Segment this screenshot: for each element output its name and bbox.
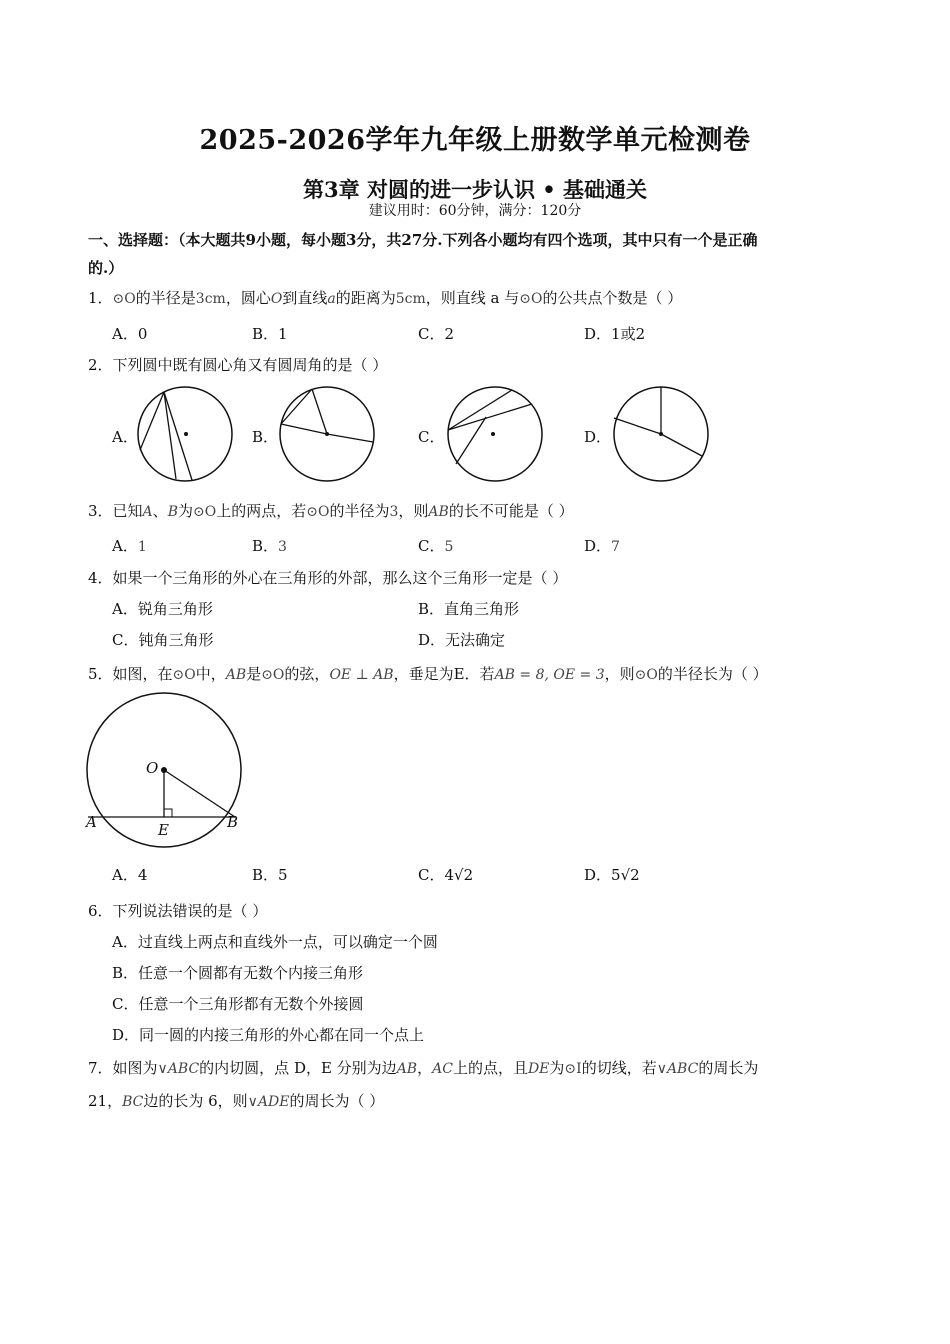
q1-sym4: a (327, 291, 336, 307)
q6-option-a[interactable]: A．过直线上两点和直线外一点，可以确定一个圆 (112, 933, 438, 951)
q7-text2: ， (417, 1059, 433, 1077)
q3-sym2: B (167, 504, 178, 520)
q5-text5: ，则 (604, 665, 635, 683)
q2-figure-b (276, 384, 378, 484)
exam-title: 2025-2026学年九年级上册数学单元检测卷 (199, 125, 751, 156)
q1-sym5: 5cm (395, 291, 426, 307)
q1-text5: ，则直线 a 与 (425, 289, 520, 307)
q2-option-b[interactable]: B． (252, 428, 279, 446)
q4-option-c[interactable]: C．钝角三角形 (112, 631, 214, 649)
q5-sym1: ⊙O (172, 667, 196, 683)
q1-number: 1． (88, 289, 113, 307)
q1-sym3: O (270, 291, 283, 307)
q2-figure-d (610, 384, 712, 484)
q3-sym1: A (142, 504, 153, 520)
q4-option-b[interactable]: B．直角三角形 (418, 600, 520, 618)
q5-text6: 的半径长为（ ） (657, 665, 768, 683)
q2-figure-c (444, 384, 546, 484)
q3-option-b[interactable] (252, 535, 287, 556)
q3-option-a-value: 1 (137, 539, 147, 555)
q3-option-c[interactable] (418, 535, 453, 556)
q3-option-b-label: B． (252, 537, 279, 555)
q6-option-d[interactable]: D．同一圆的内接三角形的外心都在同一个点上 (112, 1026, 425, 1044)
q5-sym3: ⊙O (261, 667, 285, 683)
q7-sym4: DE (527, 1061, 550, 1077)
q3-text2: 为 (177, 502, 193, 520)
q3-option-d-label: D． (584, 537, 612, 555)
q5-option-b[interactable]: B．5 (252, 866, 288, 884)
q7-sym2: AB (396, 1061, 418, 1077)
q7-l2-sym1: BC (122, 1094, 144, 1110)
q5-text1: 中， (195, 665, 226, 683)
q5-label-o: O (146, 759, 159, 777)
q1-option-c[interactable]: C．2 (418, 325, 455, 343)
q1-sym1: ⊙O (112, 291, 136, 307)
q1-sym6: ⊙O (519, 291, 543, 307)
q5-option-c[interactable]: C．4√2 (418, 866, 474, 884)
q1-text6: 的公共点个数是（ ） (542, 289, 683, 307)
q5-option-a[interactable]: A．4 (112, 866, 148, 884)
q3-option-d[interactable] (584, 535, 620, 556)
q5-label-e: E (158, 821, 169, 839)
q7-sym5: ⊙I (564, 1061, 582, 1077)
question-2-stem: 2．下列圆中既有圆心角又有圆周角的是（ ） (88, 356, 388, 374)
q5-label-b: B (227, 813, 239, 831)
q5-sym2: AB (225, 667, 247, 683)
q3-text0: 3．已知 (88, 502, 143, 520)
q2-figure-a (134, 384, 236, 484)
q3-option-c-label: C． (418, 537, 445, 555)
q3-sym4: ⊙O (306, 504, 330, 520)
q2-option-d[interactable]: D． (584, 428, 612, 446)
q3-text5: ，则 (398, 502, 429, 520)
q3-text6: 的长不可能是（ ） (448, 502, 574, 520)
q7-l2-sym2: ∨ADE (247, 1094, 290, 1110)
q3-text4: 的半径为 (329, 502, 390, 520)
q5-sym4: OE ⊥ AB (329, 667, 394, 683)
q7-text1: 的内切圆，点 D，E 分别为边 (199, 1059, 397, 1077)
q7-sym1: ∨ABC (157, 1061, 200, 1077)
q5-text4: ，垂足为E．若 (393, 665, 495, 683)
q3-text3: 上的两点，若 (216, 502, 307, 520)
q5-sym5: AB = 8, OE = 3 (494, 667, 605, 683)
q4-option-a[interactable]: A．锐角三角形 (112, 600, 213, 618)
question-5-stem (88, 663, 768, 684)
q7-text3: 上的点，且 (452, 1059, 528, 1077)
q5-sym6: ⊙O (634, 667, 658, 683)
q5-text0: 5．如图，在 (88, 665, 173, 683)
q2-option-a[interactable]: A． (112, 428, 138, 446)
q1-text1: 的半径是 (135, 289, 196, 307)
question-7-stem-line1 (88, 1057, 758, 1078)
q3-sym3: ⊙O (193, 504, 217, 520)
q3-option-a[interactable] (112, 535, 147, 556)
section-heading-line2: 的.） (88, 259, 124, 277)
q7-text5: 的切线，若 (581, 1059, 657, 1077)
q5-option-d[interactable]: D．5√2 (584, 866, 640, 884)
q7-text4: 为 (549, 1059, 565, 1077)
section-heading (88, 226, 868, 282)
q2-option-c[interactable]: C． (418, 428, 445, 446)
q5-label-a: A (86, 813, 97, 831)
question-6-stem: 6．下列说法错误的是（ ） (88, 902, 268, 920)
q5-figure (82, 692, 247, 842)
q1-option-a[interactable]: A．0 (112, 325, 148, 343)
q1-sym2: 3cm (195, 291, 226, 307)
q3-option-c-value: 5 (444, 539, 454, 555)
question-1-stem (88, 287, 682, 308)
q3-sym6: AB (428, 504, 449, 520)
q1-option-d[interactable]: D．1或2 (584, 325, 646, 343)
question-4-stem: 4．如果一个三角形的外心在三角形的外部，那么这个三角形一定是（ ） (88, 569, 568, 587)
chapter-title: 第3章 对圆的进一步认识 • 基础通关 (303, 177, 647, 202)
q1-text2: ，圆心 (225, 289, 271, 307)
q5-text3: 的弦， (284, 665, 330, 683)
q5-center-dot (161, 767, 167, 773)
q5-text2: 是 (246, 665, 262, 683)
q3-sym5: 3 (389, 504, 399, 520)
q7-l2-text-a: 21， (88, 1092, 123, 1110)
q7-l2-text-b: 边的长为 6，则 (143, 1092, 248, 1110)
q1-option-b[interactable]: B．1 (252, 325, 288, 343)
q7-sym6: ∨ABC (656, 1061, 699, 1077)
question-3-stem (88, 500, 574, 521)
q7-l2-text-c: 的周长为（ ） (289, 1092, 385, 1110)
q7-sym3: AC (432, 1061, 453, 1077)
q7-text6: 的周长为 (698, 1059, 759, 1077)
q5-right-angle-mark (164, 809, 172, 817)
q3-option-b-value: 3 (278, 539, 287, 555)
q3-option-d-value: 7 (611, 539, 620, 555)
q1-text3: 到直线 (282, 289, 328, 307)
q1-text4: 的距离为 (335, 289, 396, 307)
q4-option-d[interactable]: D．无法确定 (418, 631, 506, 649)
q7-text0: 7．如图为 (88, 1059, 158, 1077)
question-7-stem-line2 (88, 1090, 384, 1111)
q6-option-b[interactable]: B．任意一个圆都有无数个内接三角形 (112, 964, 364, 982)
q6-option-c[interactable]: C．任意一个三角形都有无数个外接圆 (112, 995, 364, 1013)
section-heading-line1: 一、选择题：（本大题共9小题，每小题3分，共27分.下列各小题均有四个选项，其中只有一个是正确 (88, 231, 758, 249)
q3-text1: 、 (152, 502, 168, 520)
q3-option-a-label: A． (112, 537, 138, 555)
exam-info: 建议用时：60分钟，满分：120分 (368, 203, 582, 219)
q5-segment-ob (164, 770, 235, 817)
